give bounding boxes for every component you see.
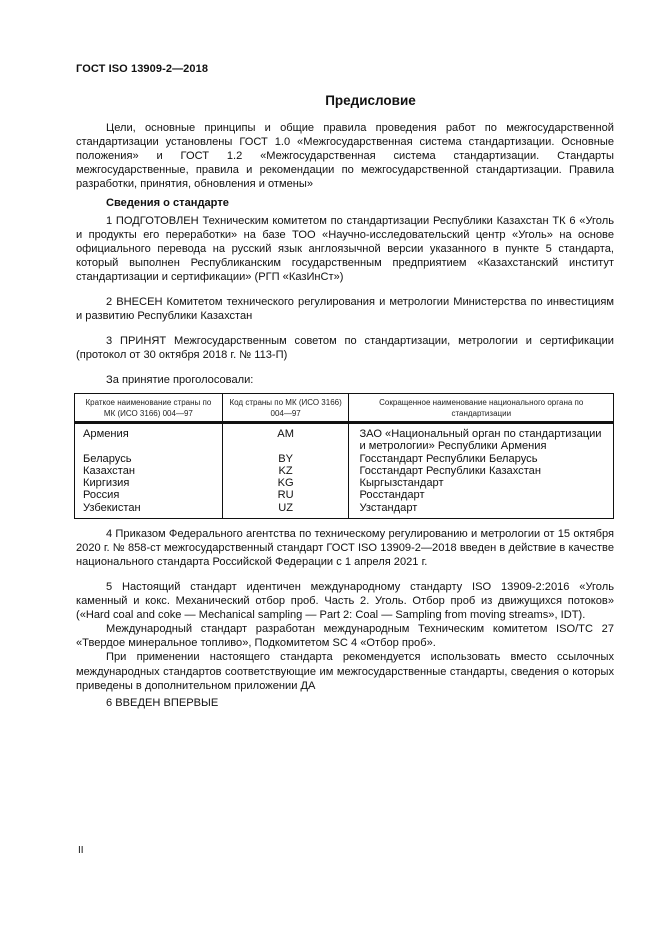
item-3-text: 3 ПРИНЯТ Межгосударственным советом по стандартизации, метрологии и сертификации (протокол от 30 октября 2018 г. № 113-П) bbox=[76, 335, 614, 362]
cell-code: AM bbox=[222, 423, 349, 453]
voted-label: За принятие проголосовали: bbox=[106, 374, 254, 386]
table-row bbox=[75, 489, 614, 501]
item-4 bbox=[76, 527, 614, 569]
intro-text: Цели, основные принципы и общие правила проведения работ по межгосударственной стандартизации установлены ГОСТ 1.0 «Межгосударственная система стандартизации. Основные положения» и ГОСТ 1.2 «Межгосударственная система стандартизации. Стандарты межгосударственные, правила и рекомендации по межгосударственной стандартизации. Правила разработки, принятия, обновления и отмены» bbox=[76, 122, 614, 191]
page-title: Предисловие bbox=[325, 93, 416, 108]
table-row bbox=[75, 453, 614, 465]
table-row bbox=[75, 465, 614, 477]
cell-organization: Росстандарт bbox=[349, 489, 614, 501]
cell-code: UZ bbox=[222, 502, 349, 519]
cell-country: Казахстан bbox=[75, 465, 223, 477]
cell-country: Киргизия bbox=[75, 477, 223, 489]
item-6-text: 6 ВВЕДЕН ВПЕРВЫЕ bbox=[106, 697, 219, 709]
cell-code: BY bbox=[222, 453, 349, 465]
cell-organization: Госстандарт Республики Беларусь bbox=[349, 453, 614, 465]
cell-country: Россия bbox=[75, 489, 223, 501]
cell-organization: Узстандарт bbox=[349, 502, 614, 519]
cell-code: KZ bbox=[222, 465, 349, 477]
cell-country: Армения bbox=[75, 423, 223, 453]
cell-organization: Госстандарт Республики Казахстан bbox=[349, 465, 614, 477]
document-id-header: ГОСТ ISO 13909-2—2018 bbox=[76, 63, 209, 75]
section-heading-block bbox=[76, 196, 614, 210]
item-5-paragraph-3: При применении настоящего стандарта рекомендуется использовать вместо ссылочных международных стандартов соответствующие им межгосударственные стандарты, сведения о которых приведены в дополнительном приложении ДА bbox=[76, 651, 614, 692]
column-header-country: Краткое наименование страны по МК (ИСО 3166) 004—97 bbox=[75, 394, 223, 423]
item-5 bbox=[76, 580, 614, 693]
item-2-text: 2 ВНЕСЕН Комитетом технического регулирования и метрологии Министерства по инвестициям и развитию Республики Казахстан bbox=[76, 296, 614, 323]
cell-country: Беларусь bbox=[75, 453, 223, 465]
table-row bbox=[75, 423, 614, 453]
page-number: II bbox=[78, 845, 84, 856]
cell-code: RU bbox=[222, 489, 349, 501]
table-row bbox=[75, 477, 614, 489]
voted-label-block bbox=[76, 373, 614, 387]
cell-organization: Кыргызстандарт bbox=[349, 477, 614, 489]
item-2 bbox=[76, 295, 614, 323]
table-row bbox=[75, 502, 614, 519]
item-5-text: 5 Настоящий стандарт идентичен международному стандарту ISO 13909-2:2016 «Уголь каменный и кокс. Механический отбор проб. Часть 2. Уголь. Отбор проб из движущихся потоков» («Hard coal and coke — Mechanical sampling — Part 2: Coal — Sampling from moving streams», IDT). bbox=[76, 581, 614, 622]
voting-table bbox=[74, 393, 614, 519]
item-6 bbox=[76, 696, 614, 710]
item-5-paragraph-2: Международный стандарт разработан международным Техническим комитетом ISO/TC 27 «Твердое минеральное топливо», Подкомитетом SC 4 «Отбор проб». bbox=[76, 623, 614, 650]
table-header-row bbox=[75, 394, 614, 423]
cell-code: KG bbox=[222, 477, 349, 489]
column-header-organization: Сокращенное наименование национального органа по стандартизации bbox=[349, 394, 614, 423]
column-header-code: Код страны по МК (ИСО 3166) 004—97 bbox=[222, 394, 349, 423]
item-3 bbox=[76, 334, 614, 362]
item-1-text: 1 ПОДГОТОВЛЕН Техническим комитетом по стандартизации Республики Казахстан ТК 6 «Уголь и продукты его переработки» на базе ТОО «Научно-исследовательский центр «Уголь» на основе официального перевода на русский язык англоязычной версии указанного в пункте 5 стандарта, который выполнен Республиканским государственным предприятием «Казахстанский институт стандартизации и сертификации» (РГП «КазИнСт») bbox=[76, 215, 614, 284]
cell-organization: ЗАО «Национальный орган по стандартизации и метрологии» Республики Армения bbox=[349, 423, 614, 453]
section-heading: Сведения о стандарте bbox=[106, 197, 229, 209]
item-4-text: 4 Приказом Федерального агентства по техническому регулированию и метрологии от 15 октября 2020 г. № 858-ст межгосударственный стандарт ГОСТ ISO 13909-2—2018 введен в действие в качестве национального стандарта Российской Федерации с 1 апреля 2021 г. bbox=[76, 528, 614, 569]
item-1 bbox=[76, 214, 614, 284]
cell-country: Узбекистан bbox=[75, 502, 223, 519]
intro-paragraph bbox=[76, 121, 614, 191]
